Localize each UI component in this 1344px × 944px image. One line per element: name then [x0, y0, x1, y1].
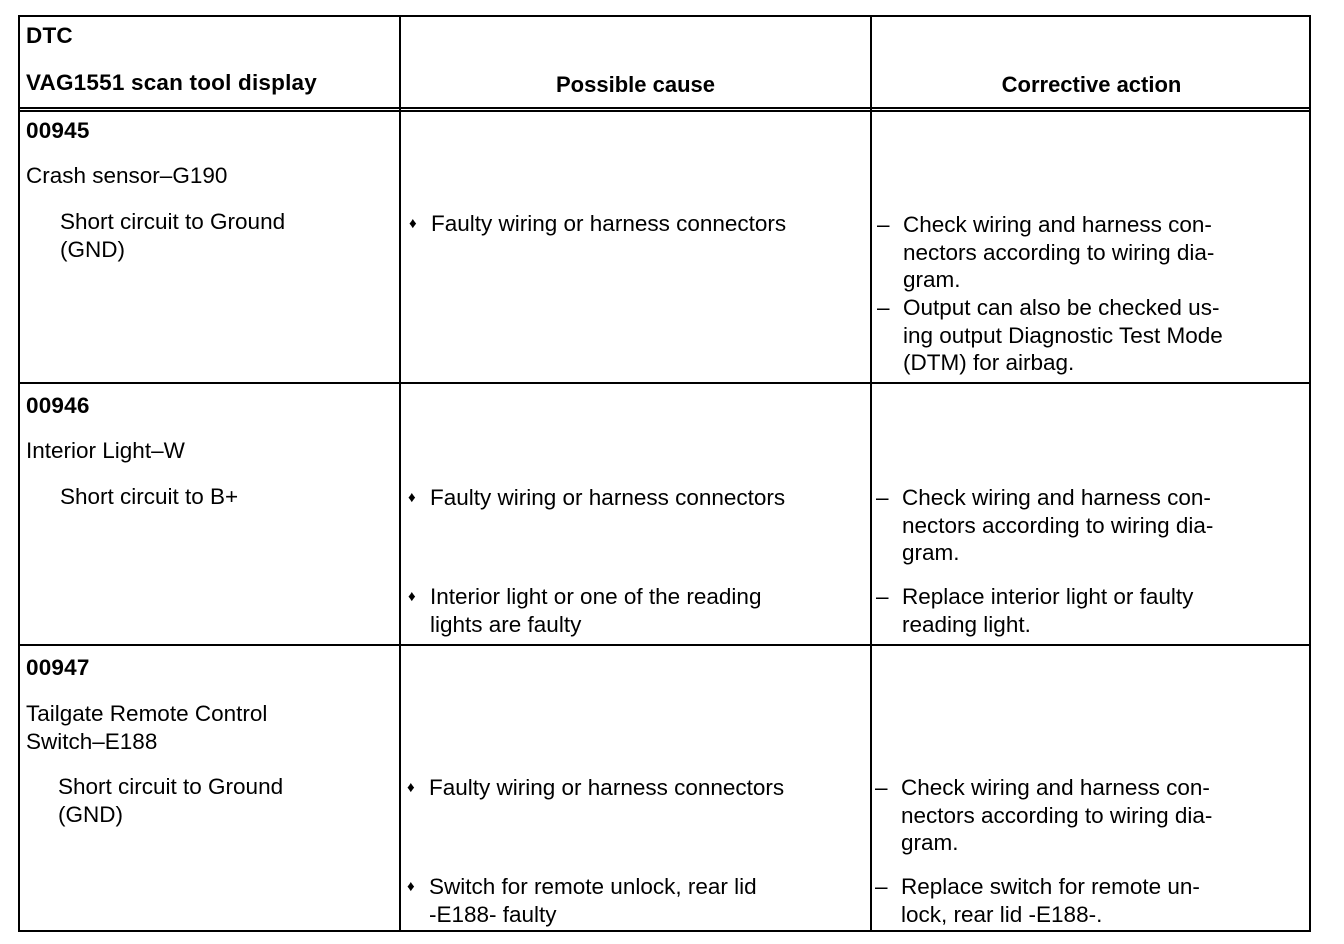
action-item: – Replace switch for remote un- lock, rear lid -E188-. [875, 874, 1200, 927]
action-item: – Output can also be checked us- ing output Diagnostic Test Mode (DTM) for airbag. [877, 295, 1223, 375]
cause-item: ♦ Faulty wiring or harness connectors [408, 485, 786, 510]
dtc-component: Interior Light–W [26, 438, 185, 463]
bullet-icon: ♦ [409, 215, 417, 232]
dtc-component: Tailgate Remote Control Switch–E188 [26, 701, 268, 754]
column-divider [870, 17, 872, 930]
dtc-table [18, 15, 1311, 932]
cause-item: ♦ Faulty wiring or harness connectors [407, 775, 785, 800]
row-divider [20, 644, 1309, 646]
bullet-icon: ♦ [408, 489, 416, 506]
header-dtc: DTC [26, 23, 73, 48]
dash-icon: – [876, 485, 889, 510]
dtc-code: 00947 [26, 655, 90, 680]
dtc-condition: Short circuit to Ground (GND) [60, 209, 286, 262]
action-item: – Check wiring and harness con- nectors according to wiring dia- gram. [877, 212, 1215, 292]
bullet-icon: ♦ [408, 588, 416, 605]
dtc-code: 00946 [26, 393, 90, 418]
dash-icon: – [876, 584, 889, 609]
dtc-condition: Short circuit to Ground (GND) [58, 774, 284, 827]
row-divider [20, 382, 1309, 384]
dash-icon: – [875, 775, 888, 800]
header-corrective-action: Corrective action [1001, 72, 1182, 97]
action-item: – Check wiring and harness con- nectors according to wiring dia- gram. [875, 775, 1213, 855]
dtc-component: Crash sensor–G190 [26, 163, 228, 188]
column-divider [399, 17, 401, 930]
header-rule [20, 107, 1309, 112]
header-scan-tool-display: VAG1551 scan tool display [26, 70, 317, 95]
dash-icon: – [875, 874, 888, 899]
cause-item: ♦ Interior light or one of the reading lights are faulty [408, 584, 762, 637]
bullet-icon: ♦ [407, 878, 415, 895]
header-possible-cause: Possible cause [556, 72, 715, 97]
action-item: – Replace interior light or faulty reading light. [876, 584, 1194, 637]
action-item: – Check wiring and harness con- nectors according to wiring dia- gram. [876, 485, 1214, 565]
bullet-icon: ♦ [407, 779, 415, 796]
dash-icon: – [877, 295, 890, 320]
cause-item: ♦ Faulty wiring or harness connectors [409, 211, 787, 236]
cause-item: ♦ Switch for remote unlock, rear lid -E188- faulty [407, 874, 757, 927]
dtc-condition: Short circuit to B+ [60, 484, 239, 509]
dtc-code: 00945 [26, 118, 90, 143]
dash-icon: – [877, 212, 890, 237]
